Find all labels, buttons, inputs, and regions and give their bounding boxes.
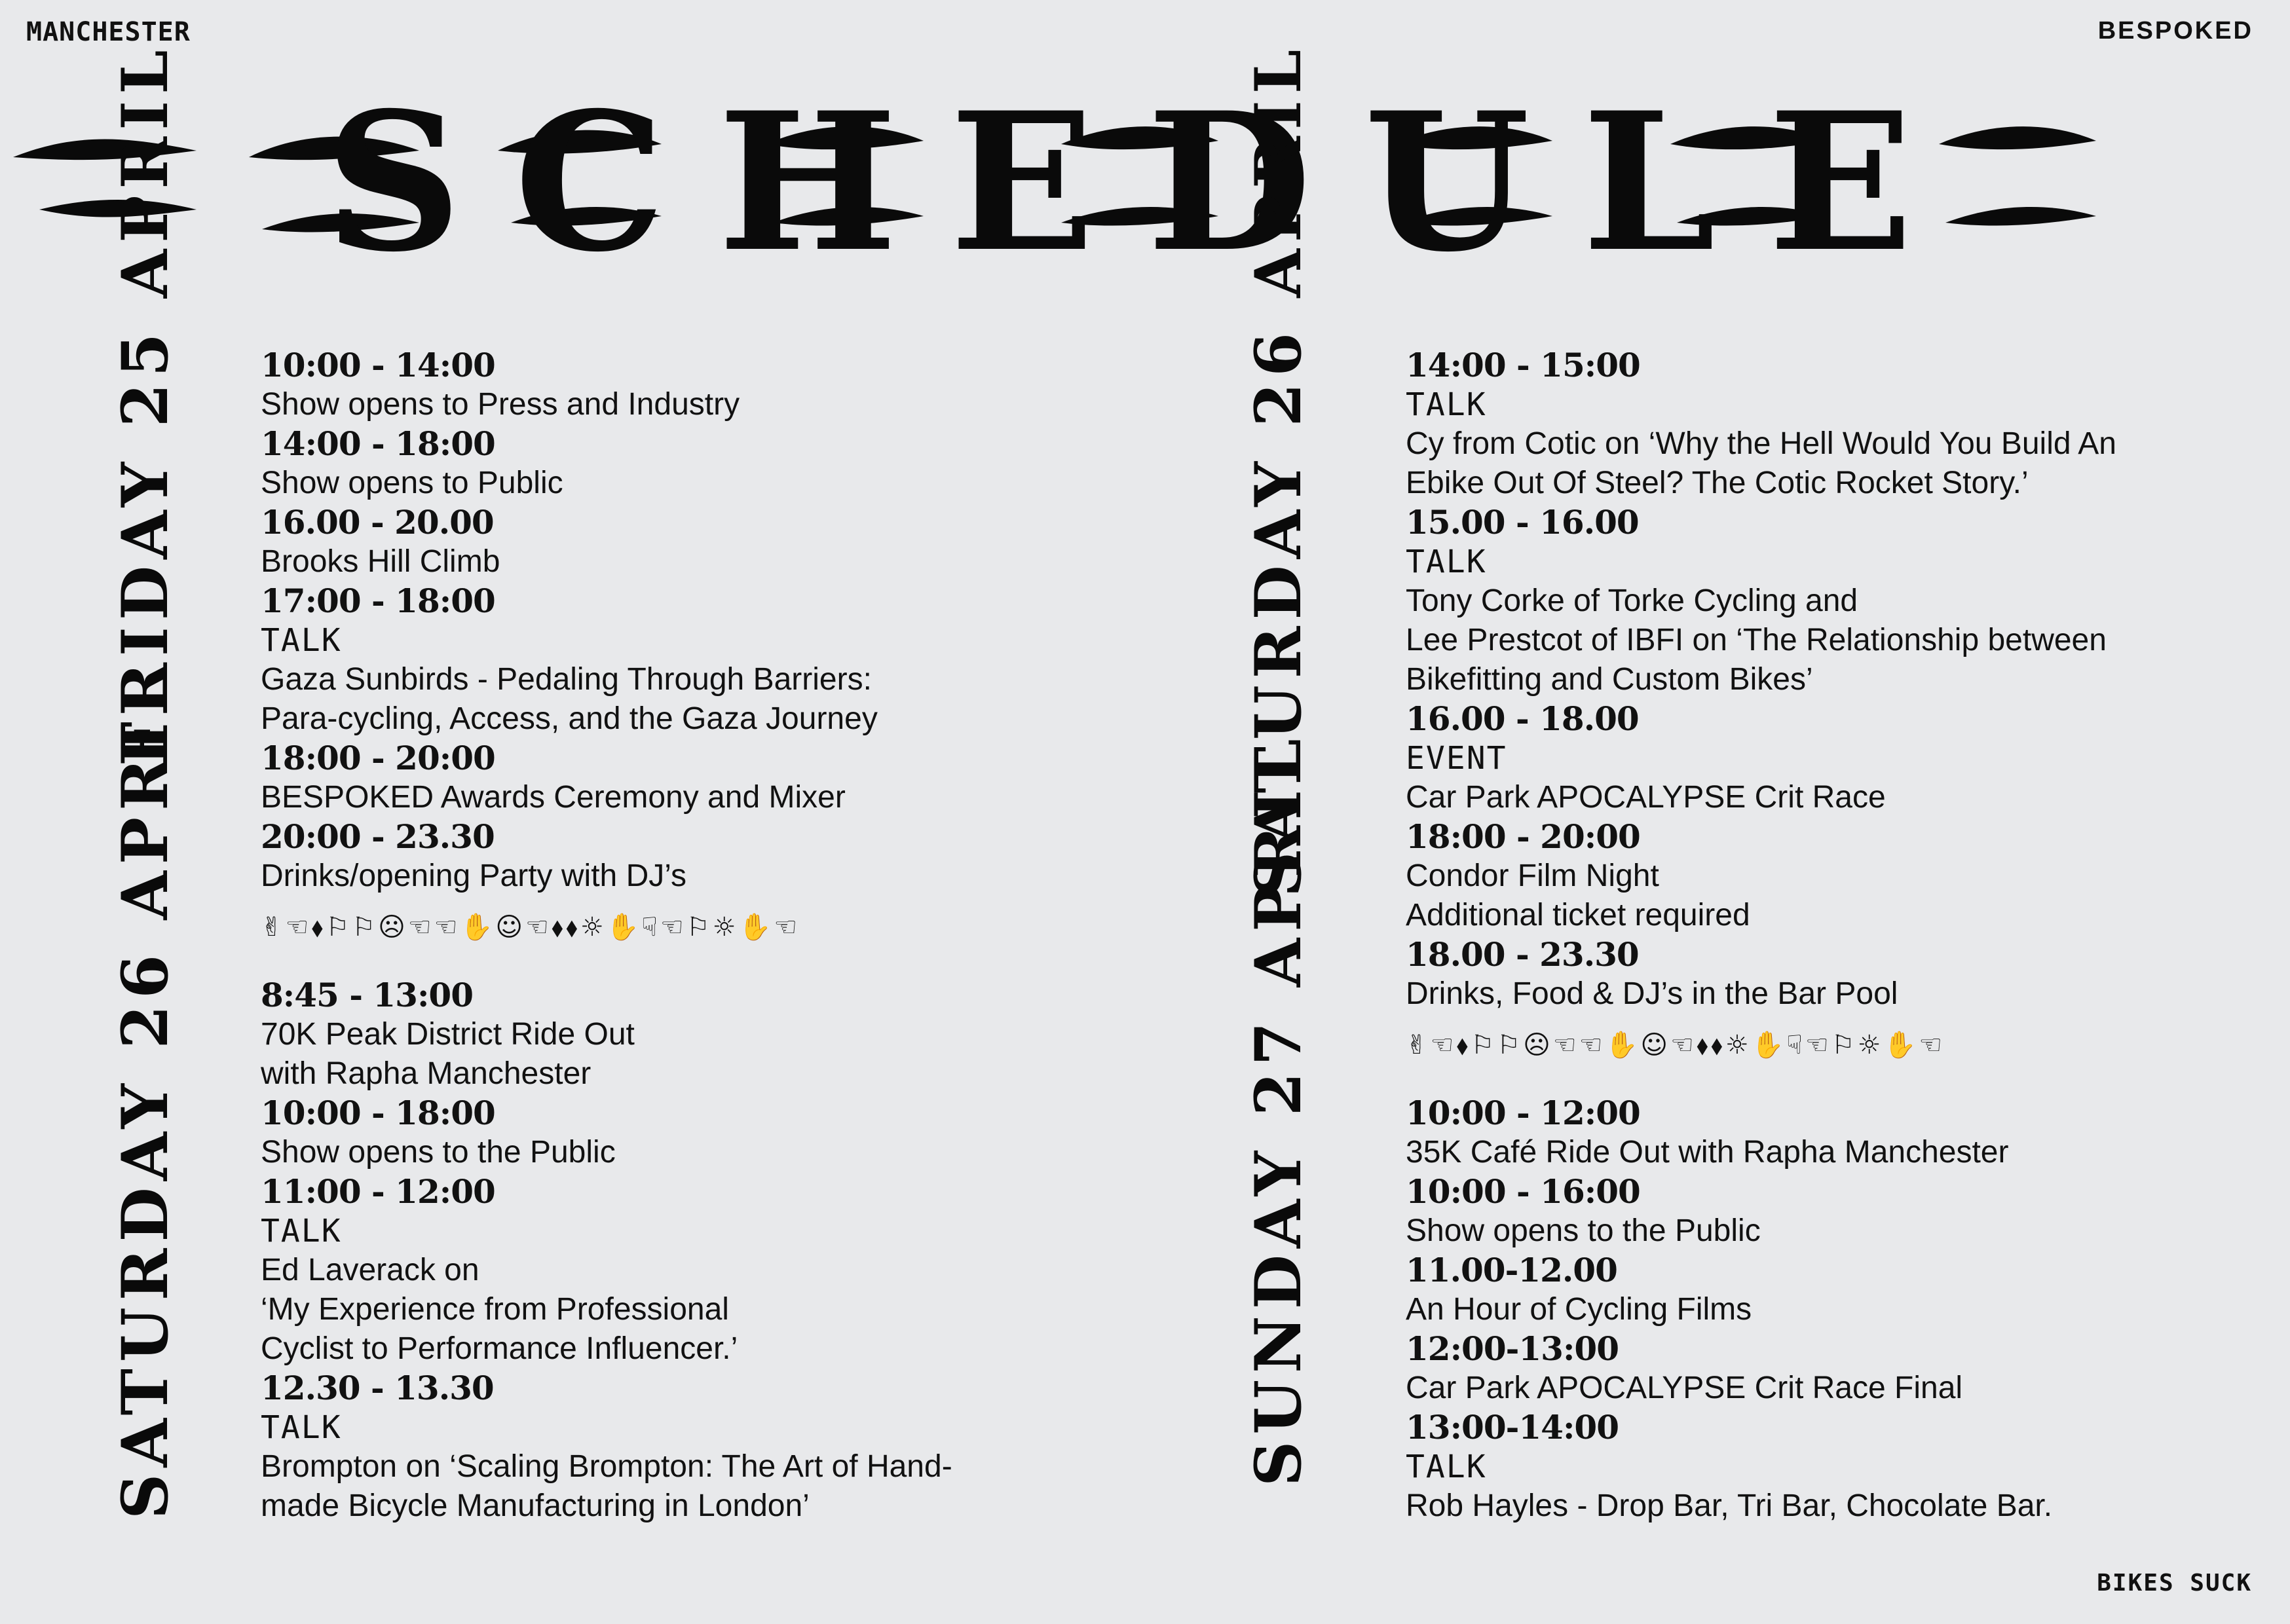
entry-desc: Car Park APOCALYPSE Crit Race bbox=[1406, 780, 1886, 815]
entry-time: 17:00 - 18:00 bbox=[261, 581, 495, 620]
schedule-entry bbox=[261, 739, 1178, 817]
entry-time: 20:00 - 23.30 bbox=[261, 817, 495, 856]
schedule-entry bbox=[1406, 1408, 2290, 1526]
entry-desc: Show opens to the Public bbox=[261, 1135, 616, 1170]
entry-desc: Brompton on ‘Scaling Brompton: The Art of Hand- made Bicycle Manufacturing in London’ bbox=[261, 1449, 952, 1523]
symbol-divider: ✌☜⬧⚐⚐☹☜☜✋☺☜⬧⬧☼✋☟☜⚐☼✋☜ bbox=[1406, 1030, 1945, 1060]
entry-desc: Gaza Sunbirds - Pedaling Through Barriers: Para-cycling, Access, and the Gaza Journey bbox=[261, 662, 878, 736]
day-label-saturday: SATURDAY 26 APRIL bbox=[108, 665, 182, 1519]
schedule-entry bbox=[1406, 1094, 2290, 1172]
entry-desc: Brooks Hill Climb bbox=[261, 544, 500, 579]
schedule-entry bbox=[261, 503, 1178, 581]
entry-desc: Show opens to Press and Industry bbox=[261, 387, 740, 422]
entry-tag: TALK bbox=[261, 1409, 342, 1446]
day-saturday-schedule-a bbox=[261, 976, 1178, 1526]
schedule-entry bbox=[261, 581, 1178, 739]
entry-desc: Show opens to Public bbox=[261, 466, 563, 500]
entry-desc: 70K Peak District Ride Out with Rapha Manchester bbox=[261, 1017, 635, 1091]
entry-tag: EVENT bbox=[1406, 740, 1507, 777]
entry-desc: BESPOKED Awards Ceremony and Mixer bbox=[261, 780, 846, 815]
day-label-friday: FRIDAY 25 APRIL bbox=[108, 43, 182, 766]
entry-desc: Condor Film Night Additional ticket required bbox=[1406, 858, 1750, 932]
entry-time: 14:00 - 15:00 bbox=[1406, 346, 1640, 384]
entry-time: 16.00 - 20.00 bbox=[261, 503, 494, 542]
schedule-entry bbox=[261, 1172, 1178, 1369]
entry-desc: Tony Corke of Torke Cycling and Lee Prestcot of IBFI on ‘The Relationship between Bikefitting and Custom Bikes’ bbox=[1406, 583, 2107, 697]
entry-time: 18:00 - 20:00 bbox=[1406, 817, 1640, 856]
schedule-entry bbox=[261, 424, 1178, 503]
brand-logo: BESPOKED bbox=[2097, 17, 2253, 45]
symbol-divider: ✌☜⬧⚐⚐☹☜☜✋☺☜⬧⬧☼✋☟☜⚐☼✋☜ bbox=[261, 912, 800, 942]
entry-time: 12:00-13:00 bbox=[1406, 1329, 1619, 1368]
entry-desc: Show opens to the Public bbox=[1406, 1213, 1761, 1248]
day-label-saturday-continued: SATURDAY 26 APRIL bbox=[1241, 43, 1315, 897]
entry-time: 10:00 - 16:00 bbox=[1406, 1172, 1640, 1211]
entry-tag: TALK bbox=[261, 622, 342, 659]
entry-desc: Car Park APOCALYPSE Crit Race Final bbox=[1406, 1371, 1963, 1405]
entry-desc: Drinks/opening Party with DJ’s bbox=[261, 858, 687, 893]
day-friday-schedule bbox=[261, 346, 1178, 960]
schedule-entry bbox=[261, 346, 1178, 424]
schedule-entry bbox=[261, 817, 1178, 896]
schedule-entry bbox=[1406, 1251, 2290, 1329]
footer-tagline: BIKES SUCK bbox=[2097, 1570, 2252, 1596]
entry-desc: Ed Laverack on ‘My Experience from Professional Cyclist to Performance Influencer.’ bbox=[261, 1253, 738, 1366]
day-saturday-schedule-b bbox=[1406, 346, 2290, 1078]
entry-tag: TALK bbox=[261, 1213, 342, 1249]
schedule-entry bbox=[1406, 503, 2290, 699]
entry-time: 10:00 - 12:00 bbox=[1406, 1094, 1640, 1132]
entry-time: 10:00 - 14:00 bbox=[261, 346, 495, 384]
entry-time: 13:00-14:00 bbox=[1406, 1408, 1619, 1447]
title-text: SCHEDULE bbox=[324, 71, 1966, 275]
entry-time: 11.00-12.00 bbox=[1406, 1251, 1617, 1289]
schedule-title bbox=[0, 59, 2290, 275]
schedule-entry bbox=[261, 976, 1178, 1094]
entry-time: 8:45 - 13:00 bbox=[261, 976, 474, 1014]
entry-time: 10:00 - 18:00 bbox=[261, 1094, 495, 1132]
schedule-entry bbox=[1406, 346, 2290, 503]
entry-tag: TALK bbox=[1406, 1449, 1487, 1485]
entry-desc: Rob Hayles - Drop Bar, Tri Bar, Chocolate Bar. bbox=[1406, 1488, 2053, 1523]
entry-time: 14:00 - 18:00 bbox=[261, 424, 495, 463]
city-label: MANCHESTER bbox=[26, 17, 191, 47]
schedule-entry bbox=[1406, 699, 2290, 817]
schedule-entry bbox=[1406, 1172, 2290, 1251]
entry-time: 15.00 - 16.00 bbox=[1406, 503, 1639, 542]
entry-time: 18:00 - 20:00 bbox=[261, 739, 495, 777]
day-sunday-schedule bbox=[1406, 1094, 2290, 1526]
entry-time: 16.00 - 18.00 bbox=[1406, 699, 1639, 738]
entry-desc: Cy from Cotic on ‘Why the Hell Would You Build An Ebike Out Of Steel? The Cotic Rocket Story.’ bbox=[1406, 426, 2116, 500]
schedule-entry bbox=[261, 1369, 1178, 1526]
entry-desc: An Hour of Cycling Films bbox=[1406, 1292, 1752, 1327]
entry-tag: TALK bbox=[1406, 386, 1487, 423]
entry-time: 11:00 - 12:00 bbox=[261, 1172, 495, 1211]
entry-desc: 35K Café Ride Out with Rapha Manchester bbox=[1406, 1135, 2009, 1170]
entry-tag: TALK bbox=[1406, 544, 1487, 580]
schedule-entry bbox=[1406, 817, 2290, 935]
schedule-entry bbox=[1406, 935, 2290, 1014]
entry-desc: Drinks, Food & DJ’s in the Bar Pool bbox=[1406, 976, 1898, 1011]
day-label-sunday: SUNDAY 27 APRIL bbox=[1241, 732, 1315, 1486]
entry-time: 18.00 - 23.30 bbox=[1406, 935, 1639, 974]
schedule-entry bbox=[261, 1094, 1178, 1172]
schedule-entry bbox=[1406, 1329, 2290, 1408]
entry-time: 12.30 - 13.30 bbox=[261, 1369, 494, 1407]
